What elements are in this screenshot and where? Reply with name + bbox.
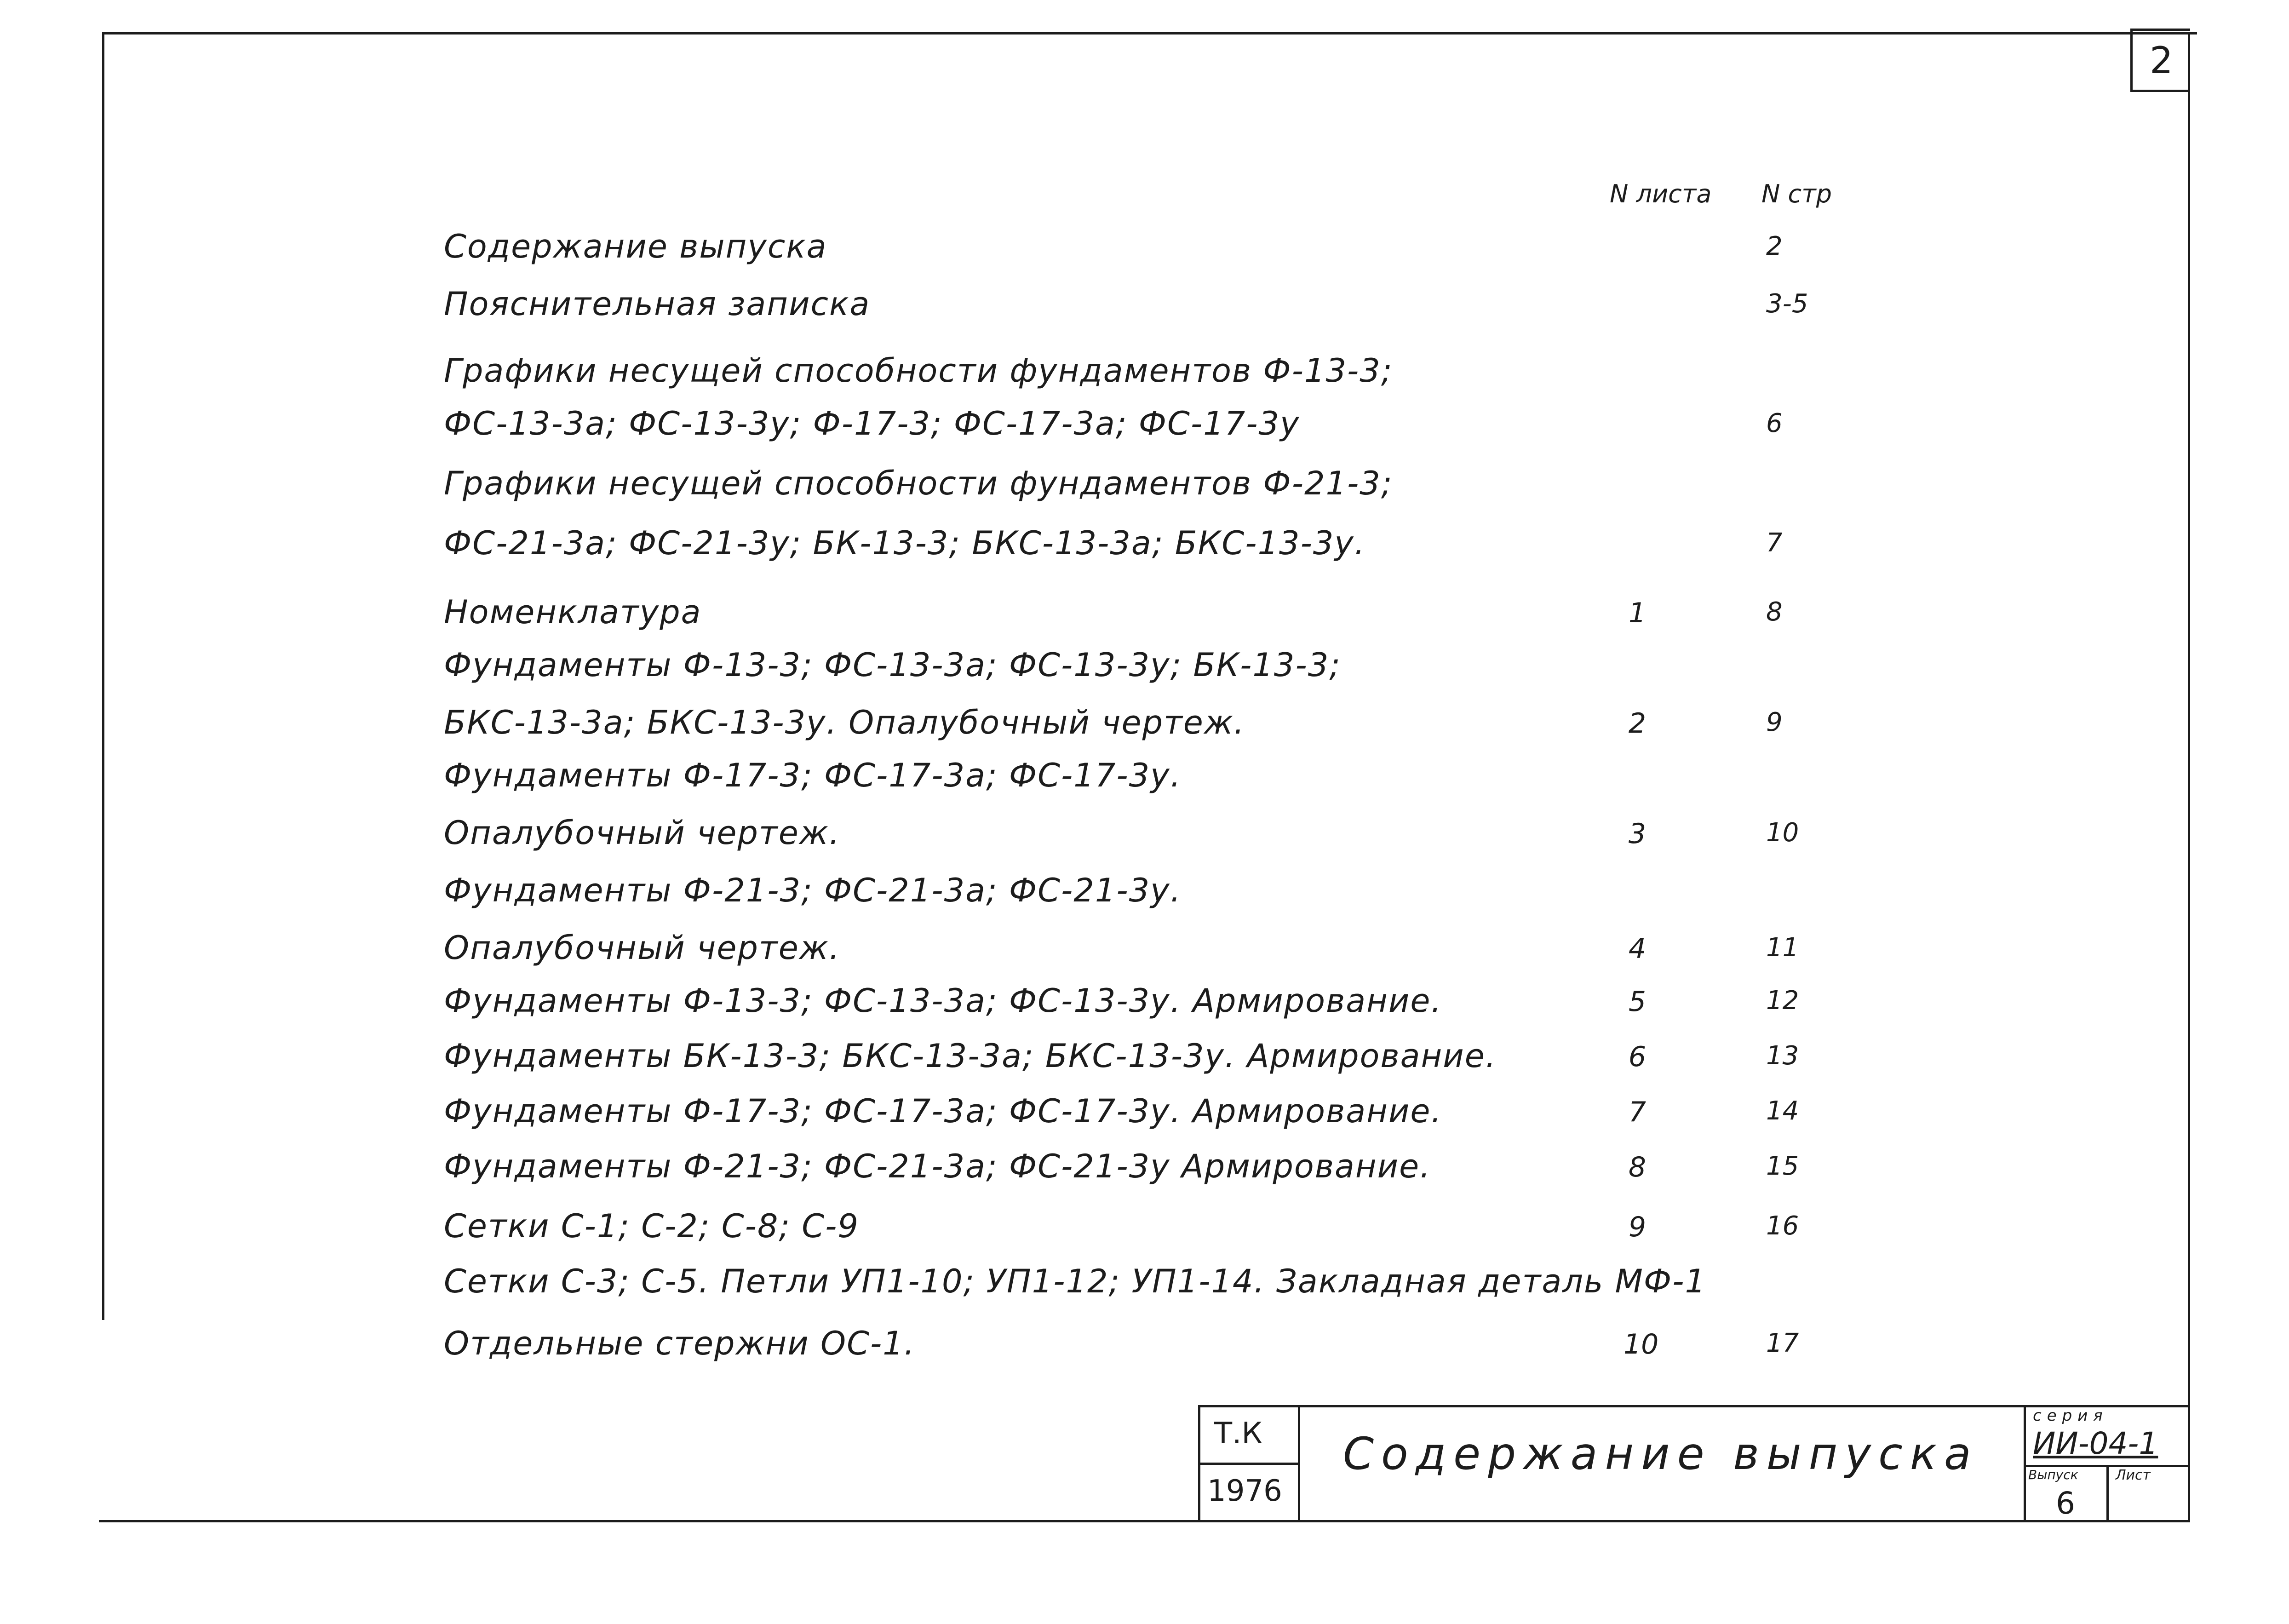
series-label: серия (2033, 1406, 2108, 1425)
toc-page-number: 11 (1766, 933, 1799, 963)
toc-sheet-number: 4 (1628, 933, 1646, 965)
toc-sheet-number: 6 (1628, 1041, 1646, 1073)
toc-entry-text: Фундаменты Ф-13-3; ФС-13-3а; ФС-13-3у. Армирование. (444, 982, 1442, 1020)
toc-page-number: 12 (1766, 986, 1799, 1016)
toc-row (0, 285, 2289, 336)
series-value: ИИ-04-1 (2033, 1426, 2158, 1461)
toc-sheet-number: 7 (1628, 1096, 1646, 1128)
toc-row (0, 929, 2289, 980)
toc-entry-text: Фундаменты Ф-17-3; ФС-17-3а; ФС-17-3у. (444, 757, 1182, 794)
toc-row (0, 872, 2289, 922)
toc-page-number: 8 (1766, 597, 1783, 627)
sheet-no-column-header: N листа (1610, 179, 1712, 208)
toc-page-number: 3-5 (1766, 289, 1808, 319)
toc-entry-text: Фундаменты Ф-21-3; ФС-21-3а; ФС-21-3у Армирование. (444, 1148, 1431, 1185)
toc-row (0, 1148, 2289, 1198)
toc-page-number: 6 (1766, 408, 1783, 438)
toc-entry-text: Опалубочный чертеж. (444, 814, 841, 852)
toc-page-number: 15 (1766, 1151, 1799, 1181)
toc-entry-text: Содержание выпуска (444, 228, 827, 265)
toc-page-number: 17 (1766, 1328, 1799, 1358)
toc-entry-text: ФС-21-3а; ФС-21-3у; БК-13-3; БКС-13-3а; БКС-13-3у. (444, 524, 1366, 562)
toc-row (0, 1325, 2289, 1375)
toc-sheet-number: 10 (1624, 1328, 1659, 1360)
toc-entry-text: Номенклатура (444, 593, 702, 631)
page-no-column-header: N стр (1761, 179, 1832, 208)
toc-row (0, 352, 2289, 402)
toc-entry-text: Графики несущей способности фундаментов Ф-21-3; (444, 465, 1393, 502)
toc-entry-text: Опалубочный чертеж. (444, 929, 841, 967)
toc-entry-text: ФС-13-3а; ФС-13-3у; Ф-17-3; ФС-17-3а; ФС-17-3у (444, 405, 1300, 442)
toc-row (0, 1262, 2289, 1313)
issue-value: 6 (2056, 1486, 2075, 1521)
toc-page-number: 7 (1766, 528, 1783, 558)
issue-label: Выпуск (2028, 1467, 2078, 1482)
toc-page-number: 10 (1766, 818, 1799, 848)
toc-entry-text: Фундаменты Ф-17-3; ФС-17-3а; ФС-17-3у. Армирование. (444, 1092, 1442, 1130)
toc-row (0, 524, 2289, 575)
toc-row (0, 704, 2289, 754)
org-label: Т.К (1214, 1417, 1262, 1451)
toc-entry-text: Сетки С-1; С-2; С-8; С-9 (444, 1207, 859, 1245)
toc-row (0, 1092, 2289, 1143)
toc-sheet-number: 3 (1628, 818, 1646, 850)
toc-sheet-number: 5 (1628, 986, 1646, 1018)
toc-sheet-number: 8 (1628, 1151, 1646, 1183)
title-block-title: Содержание выпуска (1343, 1428, 1979, 1480)
toc-row (0, 1037, 2289, 1088)
toc-entry-text: Пояснительная записка (444, 285, 871, 323)
toc-row (0, 405, 2289, 455)
toc-page-number: 13 (1766, 1041, 1799, 1071)
sheet-label: Лист (2116, 1467, 2151, 1483)
year-label: 1976 (1207, 1474, 1282, 1508)
toc-entry-text: Графики несущей способности фундаментов Ф-13-3; (444, 352, 1393, 390)
toc-row (0, 228, 2289, 278)
toc-entry-text: Фундаменты Ф-21-3; ФС-21-3а; ФС-21-3у. (444, 872, 1182, 909)
toc-row (0, 982, 2289, 1033)
toc-row (0, 646, 2289, 697)
toc-entry-text: БКС-13-3а; БКС-13-3у. Опалубочный чертеж. (444, 704, 1245, 741)
frame-top-border (102, 32, 2197, 34)
toc-entry-text: Фундаменты БК-13-3; БКС-13-3а; БКС-13-3у. Армирование. (444, 1037, 1497, 1075)
toc-row (0, 465, 2289, 515)
toc-entry-text: Сетки С-3; С-5. Петли УП1-10; УП1-12; УП1-14. Закладная деталь МФ-1 (444, 1262, 1706, 1300)
page-number: 2 (2130, 29, 2190, 92)
toc-page-number: 9 (1766, 707, 1783, 737)
toc-entry-text: Отдельные стержни ОС-1. (444, 1325, 916, 1362)
toc-row (0, 757, 2289, 807)
toc-row (0, 1207, 2289, 1258)
toc-sheet-number: 2 (1628, 707, 1646, 740)
toc-page-number: 14 (1766, 1096, 1799, 1126)
toc-row (0, 814, 2289, 865)
toc-entry-text: Фундаменты Ф-13-3; ФС-13-3а; ФС-13-3у; БК-13-3; (444, 646, 1341, 684)
toc-sheet-number: 1 (1628, 597, 1646, 629)
toc-page-number: 16 (1766, 1211, 1799, 1241)
toc-page-number: 2 (1766, 231, 1783, 261)
toc-sheet-number: 9 (1628, 1211, 1646, 1243)
toc-row (0, 593, 2289, 644)
